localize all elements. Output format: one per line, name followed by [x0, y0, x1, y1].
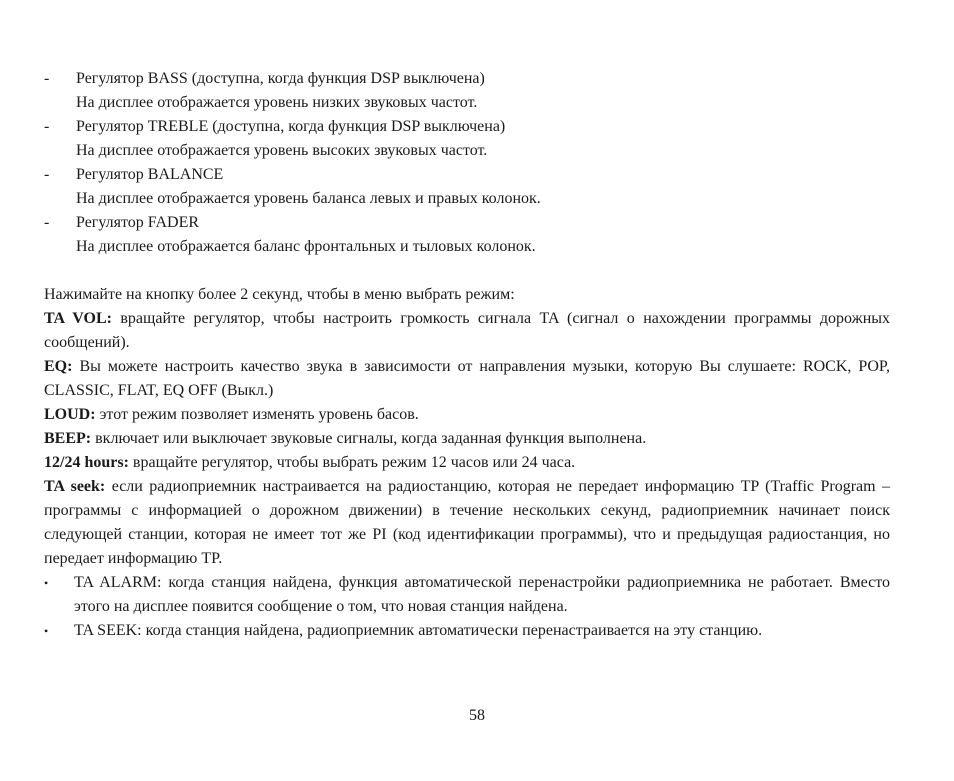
dash-marker: -	[44, 214, 50, 231]
document-body	[44, 67, 890, 643]
control-item-treble	[44, 115, 890, 163]
control-description: На дисплее отображается уровень высоких звуковых частот.	[76, 142, 488, 159]
ta-option-text: TA SEEK: когда станция найдена, радиоприемник автоматически перенастраивается на эту станцию.	[74, 622, 763, 639]
control-title: Регулятор BALANCE	[76, 166, 224, 183]
control-title: Регулятор TREBLE (доступна, когда функция DSP выключена)	[76, 118, 506, 135]
mode-text: вращайте регулятор, чтобы выбрать режим 12 часов или 24 часа.	[128, 454, 576, 471]
page-number: 58	[469, 707, 485, 724]
control-item-bass	[44, 67, 890, 115]
bullet-marker: •	[44, 624, 49, 638]
control-description: На дисплее отображается уровень баланса левых и правых колонок.	[76, 190, 541, 207]
mode-term: LOUD:	[44, 406, 96, 423]
control-title: Регулятор FADER	[76, 214, 200, 231]
ta-option-text: TA ALARM: когда станция найдена, функция автоматической перенастройки радиоприемника не работает. Вместо этого на дисплее появится сообщение о том, что новая станция найдена.	[74, 574, 890, 615]
control-item-fader	[44, 211, 890, 259]
mode-text: вращайте регулятор, чтобы настроить громкость сигнала TA (сигнал о нахождении программы дорожных сообщений).	[44, 310, 891, 351]
control-title: Регулятор BASS (доступна, когда функция DSP выключена)	[76, 70, 485, 87]
menu-intro: Нажимайте на кнопку более 2 секунд, чтобы в меню выбрать режим:	[44, 286, 515, 303]
mode-ta-vol	[44, 307, 890, 355]
paragraph-gap	[44, 259, 890, 283]
dash-marker: -	[44, 70, 50, 87]
control-description: На дисплее отображается уровень низких звуковых частот.	[76, 94, 478, 111]
mode-text: включает или выключает звуковые сигналы, когда заданная функция выполнена.	[91, 430, 647, 447]
mode-beep	[44, 427, 890, 451]
mode-term: BEEP:	[44, 430, 92, 447]
control-item-balance	[44, 163, 890, 211]
mode-eq	[44, 355, 890, 403]
ta-option-alarm	[44, 571, 890, 619]
dash-marker: -	[44, 118, 50, 135]
mode-term: 12/24 hours:	[44, 454, 129, 471]
mode-ta-seek	[44, 475, 890, 571]
mode-loud	[44, 403, 890, 427]
mode-term: TA seek:	[44, 478, 106, 495]
ta-option-seek	[44, 619, 890, 643]
control-description: На дисплее отображается баланс фронтальных и тыловых колонок.	[76, 238, 536, 255]
mode-text: если радиоприемник настраивается на радиостанцию, которая не передает информацию TP (Traffic Program – программы с информацией о дорожном движении) в течение нескольких секунд, радиоприемник начинает поиск следующей станции, которая не имеет тот же PI (код идентификации программы), что и предыдущая радиостанция, но передает информацию TP.	[44, 478, 891, 567]
mode-term: TA VOL:	[44, 310, 112, 327]
bullet-marker: •	[44, 576, 49, 590]
mode-12-24-hours	[44, 451, 890, 475]
mode-text: Вы можете настроить качество звука в зависимости от направления музыки, которую Вы слушаете: ROCK, POP, CLASSIC, FLAT, EQ OFF (Выкл.)	[44, 358, 890, 399]
mode-text: этот режим позволяет изменять уровень басов.	[95, 406, 419, 423]
dash-marker: -	[44, 166, 50, 183]
mode-term: EQ:	[44, 358, 73, 375]
